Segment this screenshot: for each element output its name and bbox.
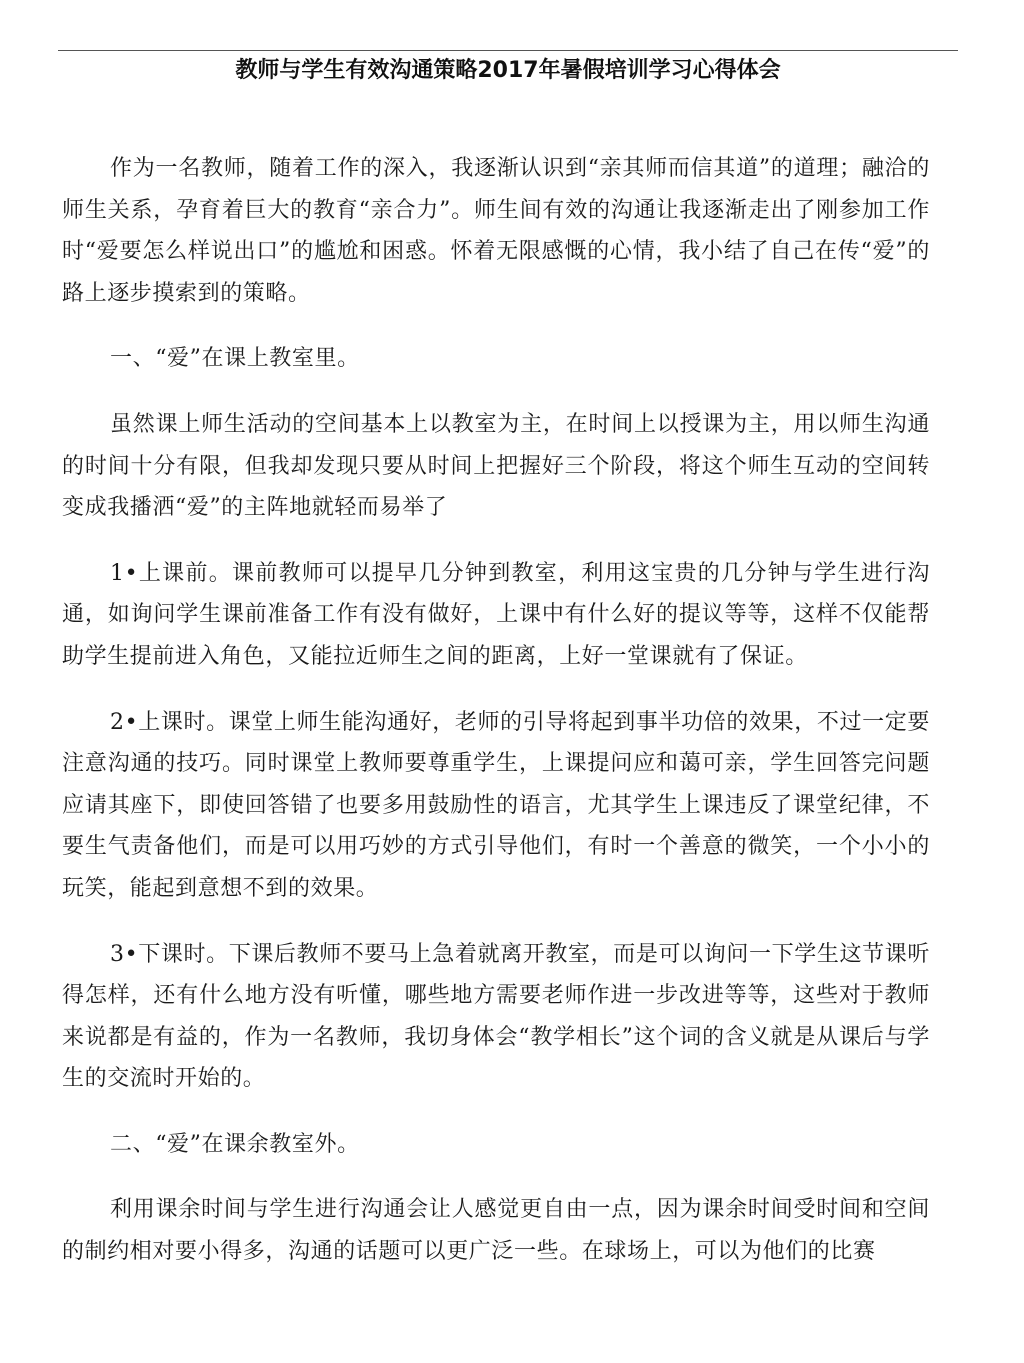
section-heading-2: 二、“爱”在课余教室外。 — [110, 1131, 360, 1157]
header-rule — [58, 50, 958, 51]
paragraph-after-class: 3•下课时。下课后教师不要马上急着就离开教室，而是可以询问一下学生这节课听得怎样，还有什么地方没有听懂，哪些地方需要老师作进一步改进等等，这些对于教师来说都是有益的，作为一名教师，我切身体会“教学相长”这个词的含义就是从课后与学生的交流时开始的。 — [62, 941, 930, 1092]
paragraph-section-2-intro: 利用课余时间与学生进行沟通会让人感觉更自由一点，因为课余时间受时间和空间的制约相对要小得多，沟通的话题可以更广泛一些。在球场上，可以为他们的比赛 — [62, 1197, 930, 1265]
paragraph-before-class: 1•上课前。课前教师可以提早几分钟到教室，利用这宝贵的几分钟与学生进行沟通，如询问学生课前准备工作有没有做好，上课中有什么好的提议等等，这样不仅能帮助学生提前进入角色，又能拉近师生之间的距离，上好一堂课就有了保证。 — [62, 560, 930, 669]
paragraph-during-class: 2•上课时。课堂上师生能沟通好，老师的引导将起到事半功倍的效果，不过一定要注意沟通的技巧。同时课堂上教师要尊重学生，上课提问应和蔼可亲，学生回答完问题应请其座下，即使回答错了也要多用鼓励性的语言，尤其学生上课违反了课堂纪律，不要生气责备他们，而是可以用巧妙的方式引导他们，有时一个善意的微笑，一个小小的玩笑，能起到意想不到的效果。 — [62, 709, 930, 901]
document-body — [62, 148, 930, 1297]
document-title: 教师与学生有效沟通策略2017年暑假培训学习心得体会 — [235, 58, 781, 83]
paragraph-intro: 作为一名教师，随着工作的深入，我逐渐认识到“亲其师而信其道”的道理；融洽的师生关系，孕育着巨大的教育“亲合力”。师生间有效的沟通让我逐渐走出了刚参加工作时“爱要怎么样说出口”的尴尬和困惑。怀着无限感慨的心情，我小结了自己在传“爱”的路上逐步摸索到的策略。 — [62, 156, 930, 306]
paragraph-section-1-intro: 虽然课上师生活动的空间基本上以教室为主，在时间上以授课为主，用以师生沟通的时间十分有限，但我却发现只要从时间上把握好三个阶段，将这个师生互动的空间转变成我播洒“爱”的主阵地就轻而易举了 — [62, 411, 930, 521]
section-heading-1: 一、“爱”在课上教室里。 — [110, 346, 360, 372]
